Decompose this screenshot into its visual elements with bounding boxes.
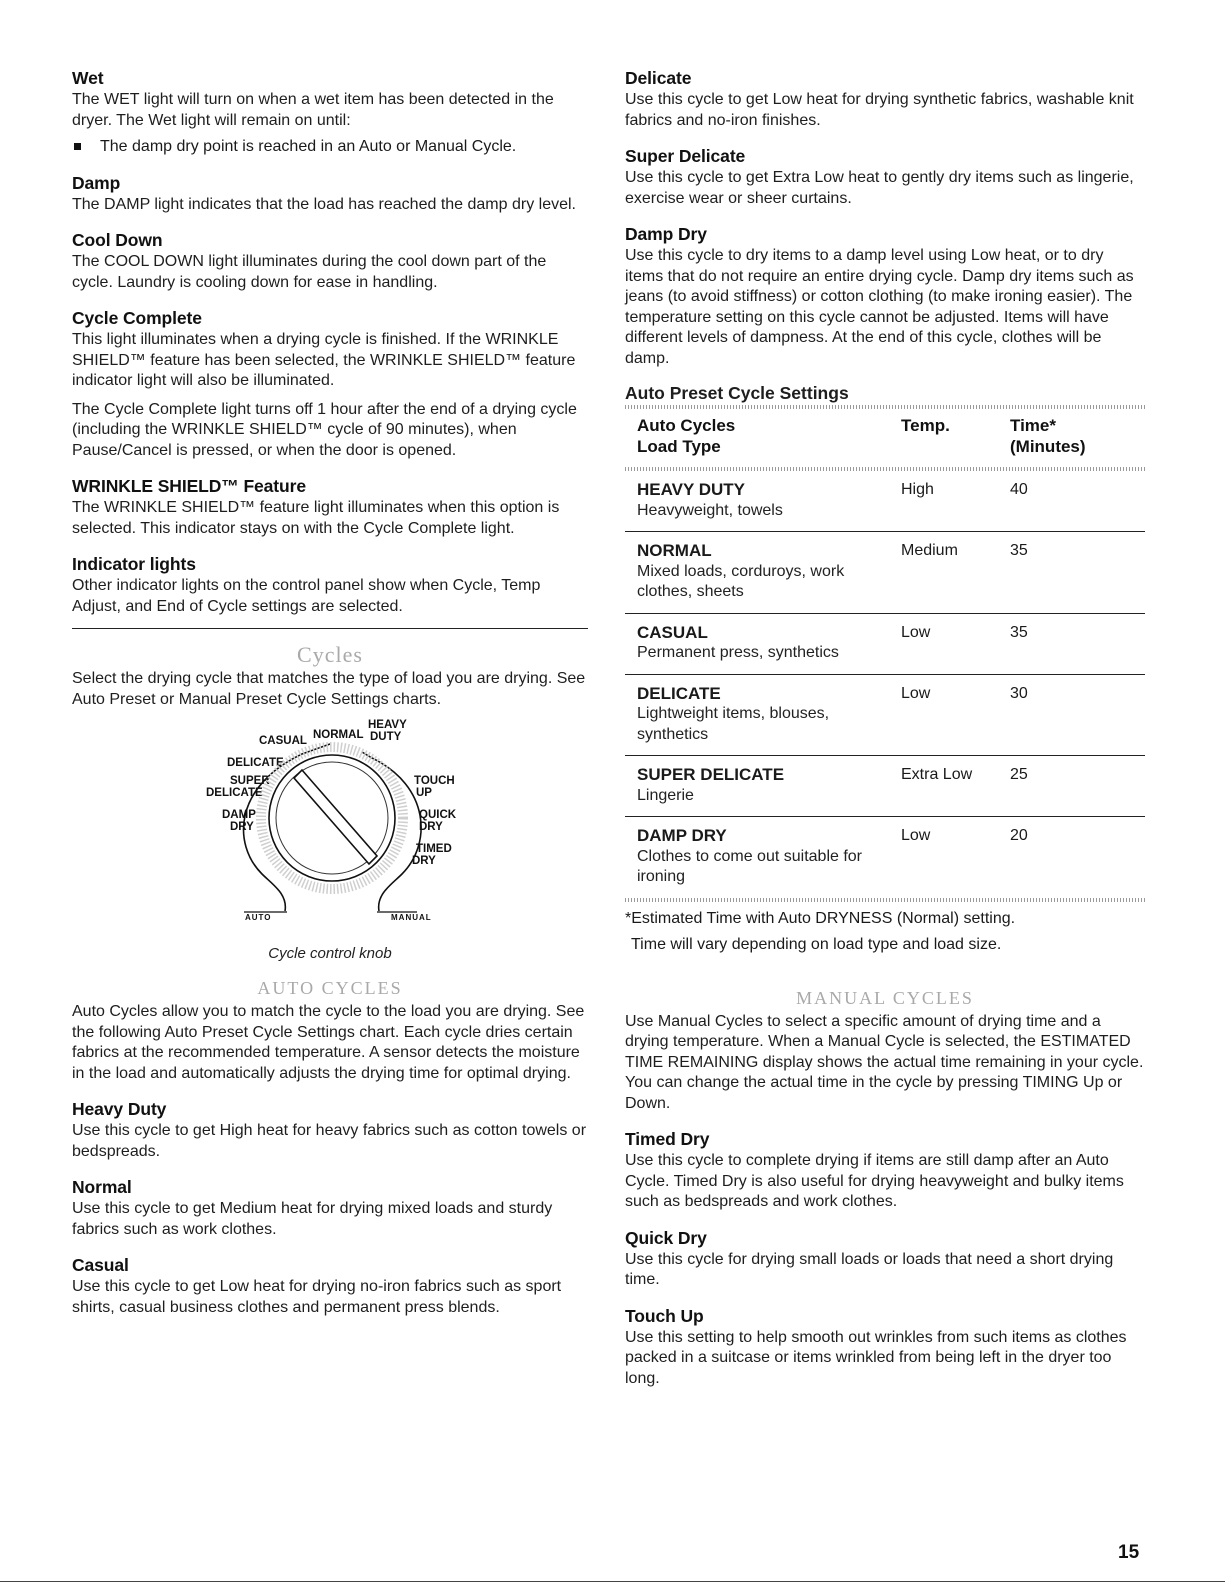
knob-label-up: UP (416, 787, 432, 799)
damp-heading: Damp (72, 172, 121, 193)
wet-bullet-text: The damp dry point is reached in an Auto or Manual Cycle. (100, 138, 517, 155)
touch-up-heading: Touch Up (625, 1305, 704, 1326)
header-temp: Temp. (901, 416, 950, 435)
auto-cycles-title: AUTO CYCLES (257, 978, 403, 998)
auto-cycles-text: Auto Cycles allow you to match the cycle to the load you are drying. See the following Auto Preset Cycle Settings chart. Each cycle dries certain fabrics at the recommended temperature. A sensor detects the moisture in the load and automatically adjusts the drying time for optimal drying. (72, 1003, 585, 1082)
knob-caption: Cycle control knob (268, 945, 392, 962)
row-time: 30 (1010, 684, 1028, 702)
cool-down-heading: Cool Down (72, 230, 163, 250)
row-desc: Lingerie (637, 786, 694, 804)
row-temp: Low (901, 623, 931, 641)
header-minutes-label: (Minutes) (1010, 437, 1086, 456)
row-time: 35 (1010, 623, 1028, 641)
knob-label-super: SUPER (230, 775, 270, 787)
knob-label-damp-dry: DRY (230, 821, 254, 833)
header-auto-cycles-label: Auto Cycles (637, 416, 736, 435)
knob-label-quick: QUICK (419, 809, 457, 821)
table-footnote-1: *Estimated Time with Auto DRYNESS (Normal) setting. (625, 909, 1016, 927)
left-column (72, 66, 588, 1318)
knob-label-super-delicate: DELICATE (206, 787, 263, 799)
header-time (1010, 415, 1145, 457)
row-name: CASUAL (637, 622, 708, 642)
row-time: 40 (1010, 481, 1028, 498)
row-name: DELICATE (637, 683, 721, 703)
bullet-square-icon (74, 143, 81, 150)
table-row (625, 614, 1145, 675)
super-delicate-heading: Super Delicate (625, 146, 746, 166)
table-header-hatch (625, 467, 1145, 471)
normal-text: Use this cycle to get Medium heat for drying mixed loads and sturdy fabrics such as work clothes. (72, 1200, 553, 1238)
knob-label-normal: NORMAL (313, 729, 364, 741)
row-name: HEAVY DUTY (637, 480, 746, 499)
knob-label-casual: CASUAL (259, 735, 307, 747)
cycles-text: Select the drying cycle that matches the type of load you are drying. See Auto Preset or Manual Preset Cycle Settings charts. (72, 670, 586, 708)
table-title: Auto Preset Cycle Settings (625, 383, 849, 403)
row-desc: Mixed loads, corduroys, work clothes, sheets (637, 562, 845, 600)
row-time: 35 (1010, 542, 1028, 559)
damp-dry-text: Use this cycle to dry items to a damp level using Low heat, or to dry items that do not require an entire drying cycle. Damp dry items such as jeans (to avoid stiffness) or cotton clothing (to make ironing easier). The temperature setting on this cycle cannot be adjusted. Items will have different levels of dampness. At the end of this cycle, clothes will be damp. (625, 247, 1134, 367)
quick-dry-heading: Quick Dry (625, 1227, 707, 1248)
row-desc: Permanent press, synthetics (637, 644, 839, 661)
cycles-title: Cycles (297, 642, 363, 667)
knob-label-auto: AUTO (245, 913, 272, 922)
damp-text: The DAMP light indicates that the load has reached the damp dry level. (72, 195, 576, 213)
table-row (625, 675, 1145, 757)
knob-label-timed: TIMED (416, 843, 452, 855)
cycle-complete-text-2: The Cycle Complete light turns off 1 hour after the end of a drying cycle (including the WRINKLE SHIELD™ cycle of 90 minutes), when Pause/Cancel is pressed, or when the door is opened. (72, 400, 577, 459)
bottom-rule (0, 1581, 1225, 1582)
heavy-duty-text: Use this cycle to get High heat for heavy fabrics such as cotton towels or bedspreads. (72, 1122, 587, 1160)
row-time: 20 (1010, 827, 1028, 844)
quick-dry-text: Use this cycle for drying small loads or loads that need a short drying time. (625, 1250, 1114, 1288)
manual-cycles-title: MANUAL CYCLES (796, 987, 974, 1008)
auto-preset-table (625, 381, 1145, 956)
right-column (625, 66, 1145, 1389)
row-name: DAMP DRY (637, 826, 727, 845)
header-load-type-label: Load Type (637, 437, 721, 456)
knob-label-touch: TOUCH (414, 775, 455, 787)
wet-text: The WET light will turn on when a wet item has been detected in the dryer. The Wet light will remain on until: (72, 91, 554, 129)
row-temp: Low (901, 827, 931, 844)
header-time-label: Time* (1010, 416, 1056, 435)
knob-label-delicate: DELICATE (227, 757, 284, 769)
row-name: NORMAL (637, 541, 712, 560)
knob-label-duty: DUTY (370, 731, 402, 743)
wrinkle-shield-heading: WRINKLE SHIELD™ Feature (72, 476, 306, 496)
wet-heading: Wet (72, 68, 104, 88)
delicate-heading: Delicate (625, 68, 692, 88)
indicator-lights-heading: Indicator lights (72, 554, 196, 574)
cycle-complete-heading: Cycle Complete (72, 308, 202, 328)
table-row (625, 471, 1145, 532)
knob-label-manual: MANUAL (391, 913, 432, 922)
table-row (625, 532, 1145, 614)
table-row (625, 817, 1145, 898)
wet-bullet (72, 137, 588, 158)
timed-dry-heading: Timed Dry (625, 1129, 710, 1149)
indicator-lights-text: Other indicator lights on the control panel show when Cycle, Temp Adjust, and End of Cycle settings are selected. (72, 577, 541, 615)
table-row (625, 756, 1145, 817)
row-desc: Lightweight items, blouses, synthetics (637, 705, 830, 743)
row-desc: Clothes to come out suitable for ironing (637, 847, 863, 885)
row-temp: Low (901, 684, 931, 702)
row-name: SUPER DELICATE (637, 765, 785, 784)
cycle-knob-icon (72, 716, 588, 942)
page-number: 15 (1118, 1542, 1140, 1563)
row-temp: Extra Low (901, 766, 973, 783)
casual-text: Use this cycle to get Low heat for drying no-iron fabrics such as sport shirts, casual business clothes and permanent press blends. (72, 1278, 562, 1316)
cycle-complete-text-1: This light illuminates when a drying cycle is finished. If the WRINKLE SHIELD™ feature has been selected, the WRINKLE SHIELD™ feature indicator light will also be illuminated. (72, 331, 576, 389)
delicate-text: Use this cycle to get Low heat for drying synthetic fabrics, washable knit fabrics and no-iron finishes. (625, 91, 1134, 129)
section-divider (72, 628, 588, 629)
touch-up-text: Use this setting to help smooth out wrinkles from such items as clothes packed in a suitcase or items wrinkled from being left in the dryer too long. (625, 1328, 1127, 1387)
casual-heading: Casual (72, 1255, 129, 1275)
table-header (625, 409, 1145, 467)
cool-down-text: The COOL DOWN light illuminates during the cool down part of the cycle. Laundry is cooling down for ease in handling. (72, 253, 547, 291)
damp-dry-heading: Damp Dry (625, 224, 707, 244)
knob-label-heavy: HEAVY (368, 719, 407, 731)
row-time: 25 (1010, 766, 1028, 783)
super-delicate-text: Use this cycle to get Extra Low heat to gently dry items such as lingerie, exercise wear or sheer curtains. (625, 169, 1134, 207)
manual-cycles-text: Use Manual Cycles to select a specific amount of drying time and a drying temperature. When a Manual Cycle is selected, the ESTIMATED TIME REMAINING display shows the actual time remaining in your cycle. You can change the actual time in the cycle by pressing TIMING Up or Down. (625, 1012, 1144, 1112)
header-auto-cycles (637, 415, 901, 457)
wrinkle-shield-text: The WRINKLE SHIELD™ feature light illuminates when this option is selected. This indicator stays on with the Cycle Complete light. (72, 499, 560, 537)
table-bottom-hatch (625, 898, 1145, 902)
normal-heading: Normal (72, 1177, 132, 1197)
knob-label-quick-dry: DRY (419, 821, 443, 833)
heavy-duty-heading: Heavy Duty (72, 1099, 167, 1119)
timed-dry-text: Use this cycle to complete drying if items are still damp after an Auto Cycle. Timed Dry is also useful for drying heavyweight and bulky items such as bedspreads and work clothes. (625, 1152, 1124, 1210)
row-desc: Heavyweight, towels (637, 501, 783, 519)
row-temp: Medium (901, 542, 958, 559)
knob-label-timed-dry: DRY (412, 855, 436, 867)
table-top-hatch (625, 405, 1145, 409)
row-temp: High (901, 481, 934, 498)
table-footnote-2: Time will vary depending on load type and load size. (631, 936, 1002, 953)
knob-label-damp: DAMP (222, 809, 256, 821)
cycle-control-knob (72, 716, 588, 942)
